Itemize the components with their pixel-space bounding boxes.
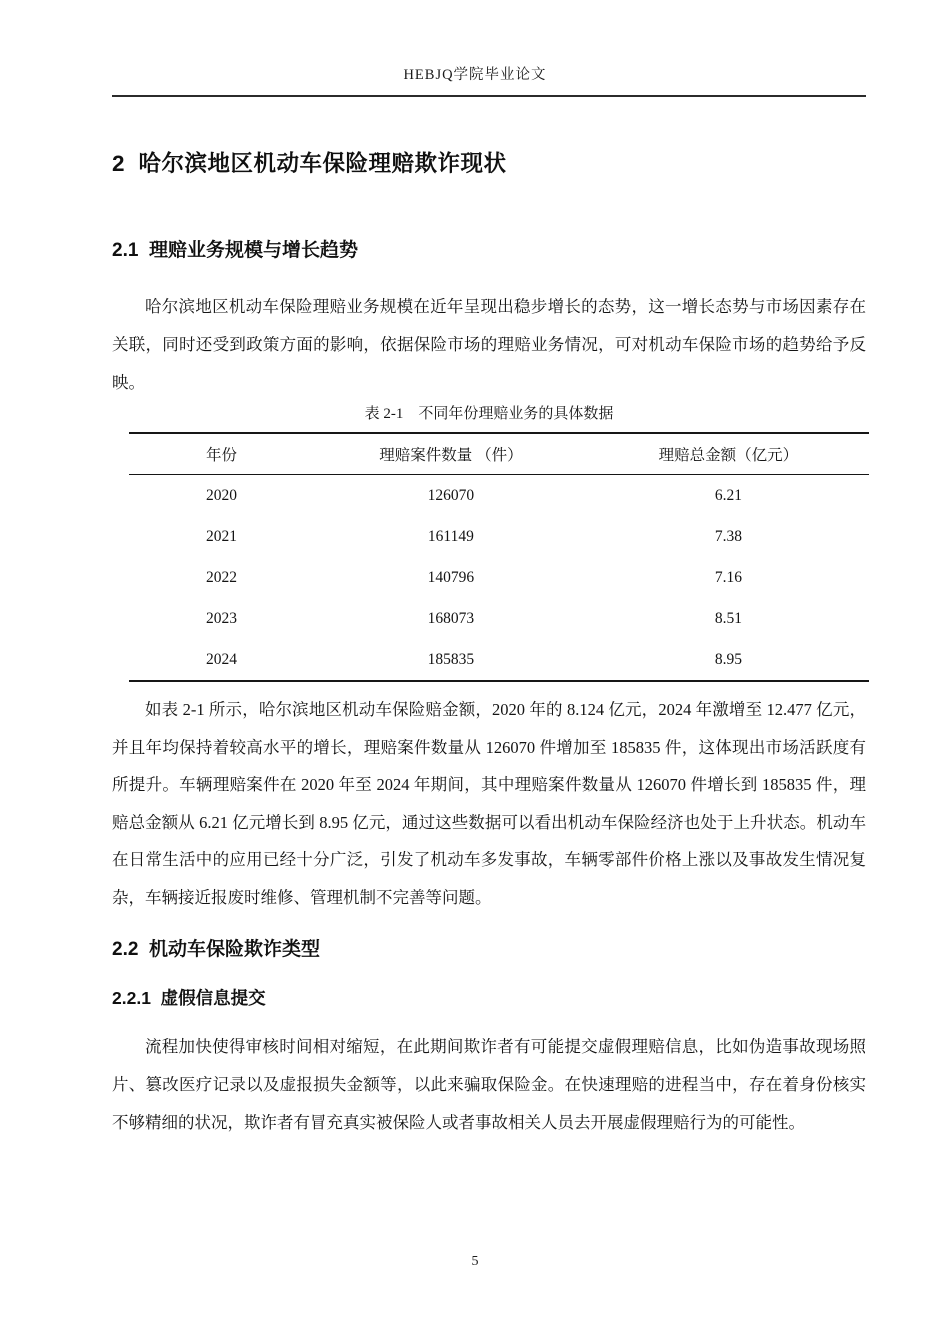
cell-year: 2024 xyxy=(206,650,237,668)
claims-data-table xyxy=(129,432,869,682)
column-header-total-amount: 理赔总金额（亿元） xyxy=(588,433,869,475)
cell-year: 2023 xyxy=(206,609,237,627)
table-row xyxy=(129,639,869,681)
header-rule xyxy=(112,95,866,97)
table-row xyxy=(129,598,869,639)
table-row xyxy=(129,516,869,557)
cell-case-count: 126070 xyxy=(427,486,475,504)
table-row xyxy=(129,557,869,598)
page-content xyxy=(0,146,950,1142)
page-number: 5 xyxy=(471,1254,479,1269)
cell-year: 2021 xyxy=(206,527,237,545)
column-header-case-count: 理赔案件数量 （件） xyxy=(314,433,588,475)
cell-case-count: 161149 xyxy=(427,527,474,545)
subsection-heading-2-2-1: 2.2.1 虚假信息提交 xyxy=(112,988,266,1008)
table-header-row xyxy=(129,433,869,475)
cell-year: 2020 xyxy=(206,486,237,504)
cell-total-amount: 8.95 xyxy=(714,650,742,668)
section-heading-2-1: 2.1 理赔业务规模与增长趋势 xyxy=(112,240,358,261)
cell-case-count: 185835 xyxy=(427,650,475,668)
table-caption: 表 2-1 不同年份理赔业务的具体数据 xyxy=(364,406,614,422)
cell-total-amount: 7.38 xyxy=(714,527,742,545)
cell-year: 2022 xyxy=(206,568,237,586)
cell-total-amount: 7.16 xyxy=(714,568,742,586)
running-header: HEBJQ学院毕业论文 xyxy=(403,67,547,83)
column-header-year: 年份 xyxy=(129,433,314,475)
section-heading-2-2: 2.2 机动车保险欺诈类型 xyxy=(112,939,320,960)
paragraph-3: 流程加快使得审核时间相对缩短，在此期间欺诈者有可能提交虚假理赔信息，比如伪造事故现场照片、篡改医疗记录以及虚报损失金额等，以此来骗取保险金。在快速理赔的进程当中，存在着身份核实不够精细的状况，欺诈者有冒充真实被保险人或者事故相关人员去开展虚假理赔行为的可能性。 xyxy=(112,1037,866,1132)
cell-case-count: 140796 xyxy=(427,568,475,586)
paragraph-1: 哈尔滨地区机动车保险理赔业务规模在近年呈现出稳步增长的态势，这一增长态势与市场因素存在关联，同时还受到政策方面的影响，依据保险市场的理赔业务情况，可对机动车保险市场的趋势给予反映。 xyxy=(112,297,866,392)
cell-case-count: 168073 xyxy=(427,609,475,627)
table-row xyxy=(129,475,869,517)
cell-total-amount: 6.21 xyxy=(714,486,742,504)
chapter-heading: 2 哈尔滨地区机动车保险理赔欺诈现状 xyxy=(112,151,507,176)
paragraph-2: 如表 2-1 所示，哈尔滨地区机动车保险赔金额，2020 年的 8.124 亿元，2024 年激增至 12.477 亿元，并且年均保持着较高水平的增长，理赔案件数量从 126070 件增加至 185835 件，这体现出市场活跃度有所提升。车辆理赔案件在 2020 年至 2024 年期间，其中理赔案件数量从 126070 件增长到 185835 件，理赔总金额从 6.21 亿元增长到 8.95 亿元，通过这些数据可以看出机动车保险经济也处于上升状态。机动车在日常生活中的应用已经十分广泛，引发了机动车多发事故，车辆零部件价格上涨以及事故发生情况复杂，车辆接近报废时维修、管理机制不完善等问题。 xyxy=(112,700,866,907)
page-footer xyxy=(0,1254,950,1270)
cell-total-amount: 8.51 xyxy=(714,609,742,627)
